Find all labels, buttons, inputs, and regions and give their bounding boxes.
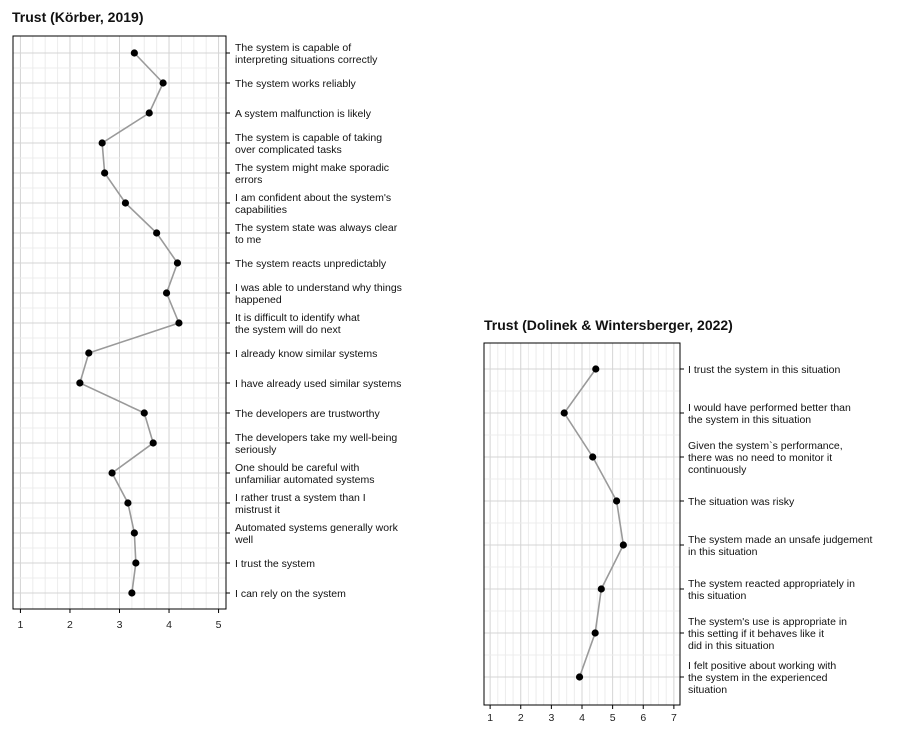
- chart-1-item-label: [235, 192, 391, 216]
- chart-2-data-point: [592, 629, 599, 636]
- chart-1-item-label-line: to me: [235, 234, 262, 246]
- chart-2-x-tick-label: 5: [609, 712, 616, 724]
- chart-1-item-label-line: It is difficult to identify what: [235, 312, 360, 324]
- chart-1-item-label: [235, 132, 382, 156]
- chart-2-item-label-line: I would have performed better than: [688, 402, 851, 414]
- chart-1-item-label-line: mistrust it: [235, 504, 280, 516]
- chart-1-item-label: [235, 558, 315, 570]
- chart-1-item-label-line: Automated systems generally work: [235, 522, 398, 534]
- chart-1-item-label-line: I rather trust a system than I: [235, 492, 366, 504]
- chart-1-data-point: [153, 229, 160, 236]
- chart-1-item-label: [235, 432, 397, 456]
- chart-1-data-point: [99, 139, 106, 146]
- chart-1-item-label-line: I already know similar systems: [235, 348, 378, 360]
- chart-2-item-label-line: The system's use is appropriate in: [688, 616, 847, 628]
- chart-2-item-label-line: situation: [688, 684, 728, 696]
- chart-2-item-label-line: the system in this situation: [688, 414, 812, 426]
- chart-2-item-label-line: did in this situation: [688, 640, 775, 652]
- chart-2-title: Trust (Dolinek & Wintersberger, 2022): [484, 317, 733, 333]
- chart-2-x-tick-label: 4: [579, 712, 585, 724]
- chart-2-item-label-line: The situation was risky: [688, 496, 795, 508]
- chart-1-data-point: [131, 529, 138, 536]
- chart-1-item-label: [235, 222, 398, 246]
- chart-1-item-label-line: The system state was always clear: [235, 222, 398, 234]
- chart-2-item-label-line: The system reacted appropriately in: [688, 578, 855, 590]
- chart-1-data-point: [131, 49, 138, 56]
- chart-2-item-label-line: The system made an unsafe judgement: [688, 534, 873, 546]
- chart-1-item-label-line: The system is capable of: [235, 42, 352, 54]
- chart-2-x-tick-label: 7: [670, 712, 677, 724]
- chart-1-data-point: [85, 349, 92, 356]
- chart-1-item-label-line: unfamiliar automated systems: [235, 474, 375, 486]
- chart-2-item-label-line: in this situation: [688, 546, 758, 558]
- chart-1-item-label-line: The system is capable of taking: [235, 132, 383, 144]
- chart-1-data-point: [108, 469, 115, 476]
- chart-1-item-label: [235, 462, 374, 486]
- chart-1-item-label-line: I can rely on the system: [235, 588, 346, 600]
- chart-1-data-point: [146, 109, 153, 116]
- chart-1-data-point: [124, 499, 131, 506]
- chart-1-x-tick-label: 1: [17, 619, 24, 631]
- chart-2-item-label-line: Given the system`s performance,: [688, 440, 843, 452]
- chart-1-data-point: [159, 79, 166, 86]
- chart-2-item-label: [688, 364, 840, 376]
- chart-2-data-point: [613, 497, 620, 504]
- chart-1-item-label-line: A system malfunction is likely: [235, 108, 371, 120]
- chart-2-data-point: [598, 585, 605, 592]
- chart-1-item-label-line: I was able to understand why things: [235, 282, 402, 294]
- chart-1-item-label-line: The system reacts unpredictably: [235, 258, 387, 270]
- chart-1-item-label-line: seriously: [235, 444, 277, 456]
- chart-1-item-label: [235, 108, 372, 120]
- chart-2-item-label: [688, 534, 873, 558]
- chart-1-title: Trust (Körber, 2019): [12, 9, 144, 25]
- chart-1-item-label-line: One should be careful with: [235, 462, 360, 474]
- chart-1-item-label-line: the system will do next: [235, 324, 341, 336]
- chart-2-item-label: [688, 660, 836, 696]
- chart-1-item-label: [234, 522, 399, 546]
- chart-1-data-point: [101, 169, 108, 176]
- chart-2-data-point: [576, 673, 583, 680]
- chart-1-item-label-line: capabilities: [235, 204, 287, 216]
- chart-1-item-label-line: The developers are trustworthy: [235, 408, 380, 420]
- chart-2-item-label-line: the system in the experienced: [688, 672, 828, 684]
- chart-1-item-label: [235, 312, 360, 336]
- chart-1-item-label: [235, 42, 378, 66]
- chart-2-item-label: [688, 616, 847, 652]
- chart-1-data-point: [76, 379, 83, 386]
- chart-1-item-label-line: I am confident about the system's: [235, 192, 392, 204]
- chart-2-item-label-line: I felt positive about working with: [688, 660, 837, 672]
- chart-1-data-point: [175, 319, 182, 326]
- chart-1-item-label: [235, 162, 389, 186]
- chart-1-item-label: [235, 348, 377, 360]
- chart-1-item-label: [235, 588, 346, 600]
- chart-1-data-point: [163, 289, 170, 296]
- chart-1-item-label-line: interpreting situations correctly: [235, 54, 378, 66]
- chart-1-item-label: [235, 492, 366, 516]
- chart-1-data-point: [132, 559, 139, 566]
- chart-1-item-label-line: The system might make sporadic: [235, 162, 390, 174]
- chart-1-item-label: [235, 282, 402, 306]
- chart-2-data-point: [592, 365, 599, 372]
- chart-1-item-label-line: The system works reliably: [235, 78, 356, 90]
- chart-2-item-label: [688, 496, 795, 508]
- chart-1-item-label-line: errors: [235, 174, 263, 186]
- chart-1-item-label-line: I trust the system: [235, 558, 315, 570]
- chart-2-item-label: [688, 578, 855, 602]
- chart-2-data-point: [561, 409, 568, 416]
- chart-1-x-tick-label: 3: [116, 619, 123, 631]
- chart-1-item-label-line: happened: [235, 294, 282, 306]
- chart-2-x-tick-label: 1: [487, 712, 494, 724]
- chart-1-x-tick-label: 2: [67, 619, 73, 631]
- chart-2-item-label-line: this setting if it behaves like it: [688, 628, 824, 640]
- chart-2-item-label: [688, 402, 851, 426]
- chart-2-data-point: [620, 541, 627, 548]
- chart-1-data-point: [122, 199, 129, 206]
- chart-1-x-tick-label: 4: [166, 619, 172, 631]
- chart-2-item-label-line: there was no need to monitor it: [688, 452, 833, 464]
- chart-1-data-point: [141, 409, 148, 416]
- chart-1-item-label: [235, 408, 380, 420]
- chart-2-x-tick-label: 2: [517, 712, 524, 724]
- chart-1-item-label: [235, 258, 387, 270]
- chart-1-item-label: [235, 78, 357, 90]
- chart-1-data-point: [150, 439, 157, 446]
- chart-2-item-label: [688, 440, 843, 476]
- chart-2-data-point: [589, 453, 596, 460]
- chart-1-item-label-line: over complicated tasks: [235, 144, 342, 156]
- chart-1-data-point: [174, 259, 181, 266]
- chart-1-item-label-line: well: [235, 534, 254, 546]
- chart-2-item-label-line: continuously: [688, 464, 747, 476]
- chart-1-item-label-line: I have already used similar systems: [235, 378, 402, 390]
- chart-2-item-label-line: this situation: [688, 590, 747, 602]
- chart-1-x-tick-label: 5: [215, 619, 222, 631]
- chart-2-x-tick-label: 6: [640, 712, 647, 724]
- chart-1-data-point: [128, 589, 135, 596]
- chart-2-item-label-line: I trust the system in this situation: [688, 364, 841, 376]
- chart-1-item-label: [235, 378, 401, 390]
- chart-1-item-label-line: The developers take my well-being: [235, 432, 398, 444]
- chart-2-x-tick-label: 3: [548, 712, 555, 724]
